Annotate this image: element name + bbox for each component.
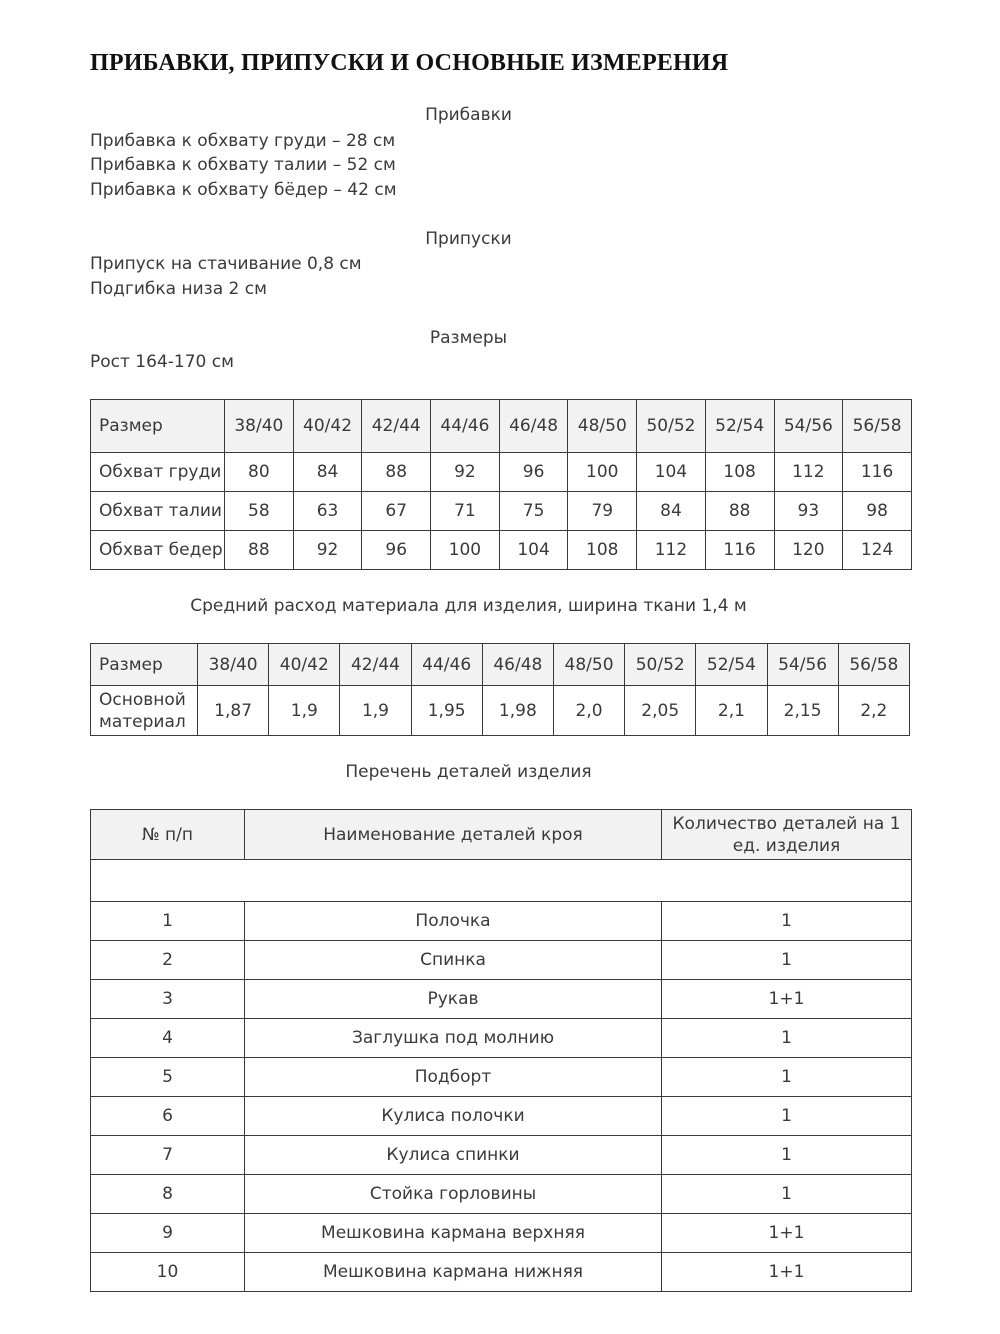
seam-line: Подгибка низа 2 см xyxy=(90,279,267,299)
header-label: Размер xyxy=(91,644,198,686)
part-num: 4 xyxy=(91,1019,245,1058)
header-qty-line: ед. изделия xyxy=(732,835,841,856)
size-column: 44/46 xyxy=(411,644,482,686)
part-num: 1 xyxy=(91,902,245,941)
size-column: 42/44 xyxy=(362,400,431,453)
cell: 108 xyxy=(705,453,774,492)
cell: 120 xyxy=(774,531,843,570)
cell: 124 xyxy=(843,531,912,570)
part-num: 2 xyxy=(91,941,245,980)
table-row xyxy=(91,1175,912,1214)
table-row xyxy=(91,492,912,531)
cell: 96 xyxy=(362,531,431,570)
cell: 112 xyxy=(637,531,706,570)
header-name: Наименование деталей кроя xyxy=(245,810,662,860)
cell: 2,1 xyxy=(696,686,767,736)
size-column: 44/46 xyxy=(431,400,500,453)
parts-list-table xyxy=(90,809,912,1292)
cell: 100 xyxy=(568,453,637,492)
table-row xyxy=(91,1253,912,1292)
cell: 92 xyxy=(431,453,500,492)
part-qty: 1 xyxy=(662,1097,912,1136)
cell: 2,15 xyxy=(767,686,838,736)
part-name: Стойка горловины xyxy=(245,1175,662,1214)
cell: 96 xyxy=(499,453,568,492)
table-header-row xyxy=(91,810,912,860)
cell: 92 xyxy=(293,531,362,570)
table-row xyxy=(91,1097,912,1136)
part-name: Спинка xyxy=(245,941,662,980)
size-column: 50/52 xyxy=(625,644,696,686)
cell: 1,98 xyxy=(482,686,553,736)
part-name: Мешковина кармана нижняя xyxy=(245,1253,662,1292)
table-row xyxy=(91,941,912,980)
page-title: ПРИБАВКИ, ПРИПУСКИ И ОСНОВНЫЕ ИЗМЕРЕНИЯ xyxy=(90,50,729,76)
part-name: Заглушка под молнию xyxy=(245,1019,662,1058)
row-label-line: Основной xyxy=(99,689,186,710)
table-header-row xyxy=(91,644,910,686)
cell: 80 xyxy=(225,453,294,492)
size-column: 52/54 xyxy=(696,644,767,686)
size-measurements-table xyxy=(90,399,912,570)
row-label: Обхват бедер xyxy=(91,531,225,570)
row-label: Обхват талии xyxy=(91,492,225,531)
size-column: 56/58 xyxy=(843,400,912,453)
part-name: Мешковина кармана верхняя xyxy=(245,1214,662,1253)
seams-heading: Припуски xyxy=(425,229,512,249)
allowance-line: Прибавка к обхвату бёдер – 42 см xyxy=(90,180,397,200)
table-row xyxy=(91,1136,912,1175)
part-num: 8 xyxy=(91,1175,245,1214)
table-row xyxy=(91,1214,912,1253)
cell: 116 xyxy=(843,453,912,492)
size-column: 40/42 xyxy=(269,644,340,686)
table-header-row xyxy=(91,400,912,453)
part-num: 5 xyxy=(91,1058,245,1097)
part-name: Кулиса полочки xyxy=(245,1097,662,1136)
cell: 88 xyxy=(225,531,294,570)
cell: 2,0 xyxy=(553,686,624,736)
part-qty: 1 xyxy=(662,1058,912,1097)
cell: 67 xyxy=(362,492,431,531)
seam-line: Припуск на стачивание 0,8 см xyxy=(90,254,362,274)
cell: 84 xyxy=(293,453,362,492)
cell: 108 xyxy=(568,531,637,570)
parts-heading: Перечень деталей изделия xyxy=(345,762,592,782)
table-row xyxy=(91,980,912,1019)
size-column: 38/40 xyxy=(198,644,269,686)
empty-cell xyxy=(91,860,912,902)
part-qty: 1+1 xyxy=(662,980,912,1019)
cell: 104 xyxy=(637,453,706,492)
cell: 1,95 xyxy=(411,686,482,736)
material-consumption-table xyxy=(90,643,910,736)
part-num: 6 xyxy=(91,1097,245,1136)
cell: 84 xyxy=(637,492,706,531)
size-column: 46/48 xyxy=(482,644,553,686)
cell: 1,9 xyxy=(269,686,340,736)
cell: 75 xyxy=(499,492,568,531)
size-column: 40/42 xyxy=(293,400,362,453)
cell: 1,87 xyxy=(198,686,269,736)
part-name: Полочка xyxy=(245,902,662,941)
cell: 112 xyxy=(774,453,843,492)
size-column: 42/44 xyxy=(340,644,411,686)
part-name: Подборт xyxy=(245,1058,662,1097)
table-row xyxy=(91,1019,912,1058)
cell: 116 xyxy=(705,531,774,570)
part-num: 9 xyxy=(91,1214,245,1253)
row-label: Обхват груди xyxy=(91,453,225,492)
allowance-line: Прибавка к обхвату талии – 52 см xyxy=(90,155,396,175)
size-column: 46/48 xyxy=(499,400,568,453)
row-label xyxy=(91,686,198,736)
size-column: 54/56 xyxy=(767,644,838,686)
cell: 58 xyxy=(225,492,294,531)
size-column: 54/56 xyxy=(774,400,843,453)
part-qty: 1 xyxy=(662,1175,912,1214)
height-line: Рост 164-170 см xyxy=(90,352,234,372)
table-row xyxy=(91,531,912,570)
size-column: 38/40 xyxy=(225,400,294,453)
size-column: 56/58 xyxy=(838,644,909,686)
part-qty: 1+1 xyxy=(662,1214,912,1253)
part-name: Кулиса спинки xyxy=(245,1136,662,1175)
empty-row xyxy=(91,860,912,902)
table-row xyxy=(91,1058,912,1097)
header-num: № п/п xyxy=(91,810,245,860)
part-qty: 1 xyxy=(662,941,912,980)
header-qty-line: Количество деталей на 1 xyxy=(672,813,901,834)
cell: 79 xyxy=(568,492,637,531)
cell: 88 xyxy=(705,492,774,531)
cell: 98 xyxy=(843,492,912,531)
cell: 2,05 xyxy=(625,686,696,736)
part-num: 3 xyxy=(91,980,245,1019)
size-column: 48/50 xyxy=(553,644,624,686)
size-column: 50/52 xyxy=(637,400,706,453)
consumption-heading: Средний расход материала для изделия, ширина ткани 1,4 м xyxy=(190,596,747,616)
table-row xyxy=(91,453,912,492)
part-num: 10 xyxy=(91,1253,245,1292)
part-qty: 1+1 xyxy=(662,1253,912,1292)
row-label-line: материал xyxy=(99,711,186,732)
sizes-heading: Размеры xyxy=(429,328,508,348)
size-column: 52/54 xyxy=(705,400,774,453)
cell: 93 xyxy=(774,492,843,531)
cell: 100 xyxy=(431,531,500,570)
cell: 88 xyxy=(362,453,431,492)
size-column: 48/50 xyxy=(568,400,637,453)
part-qty: 1 xyxy=(662,1019,912,1058)
cell: 1,9 xyxy=(340,686,411,736)
allowance-line: Прибавка к обхвату груди – 28 см xyxy=(90,131,396,151)
cell: 2,2 xyxy=(838,686,909,736)
table-row xyxy=(91,686,910,736)
cell: 71 xyxy=(431,492,500,531)
allowances-heading: Прибавки xyxy=(425,105,512,125)
cell: 104 xyxy=(499,531,568,570)
part-qty: 1 xyxy=(662,902,912,941)
header-label: Размер xyxy=(91,400,225,453)
cell: 63 xyxy=(293,492,362,531)
part-num: 7 xyxy=(91,1136,245,1175)
table-row xyxy=(91,902,912,941)
part-name: Рукав xyxy=(245,980,662,1019)
part-qty: 1 xyxy=(662,1136,912,1175)
header-qty xyxy=(662,810,912,860)
